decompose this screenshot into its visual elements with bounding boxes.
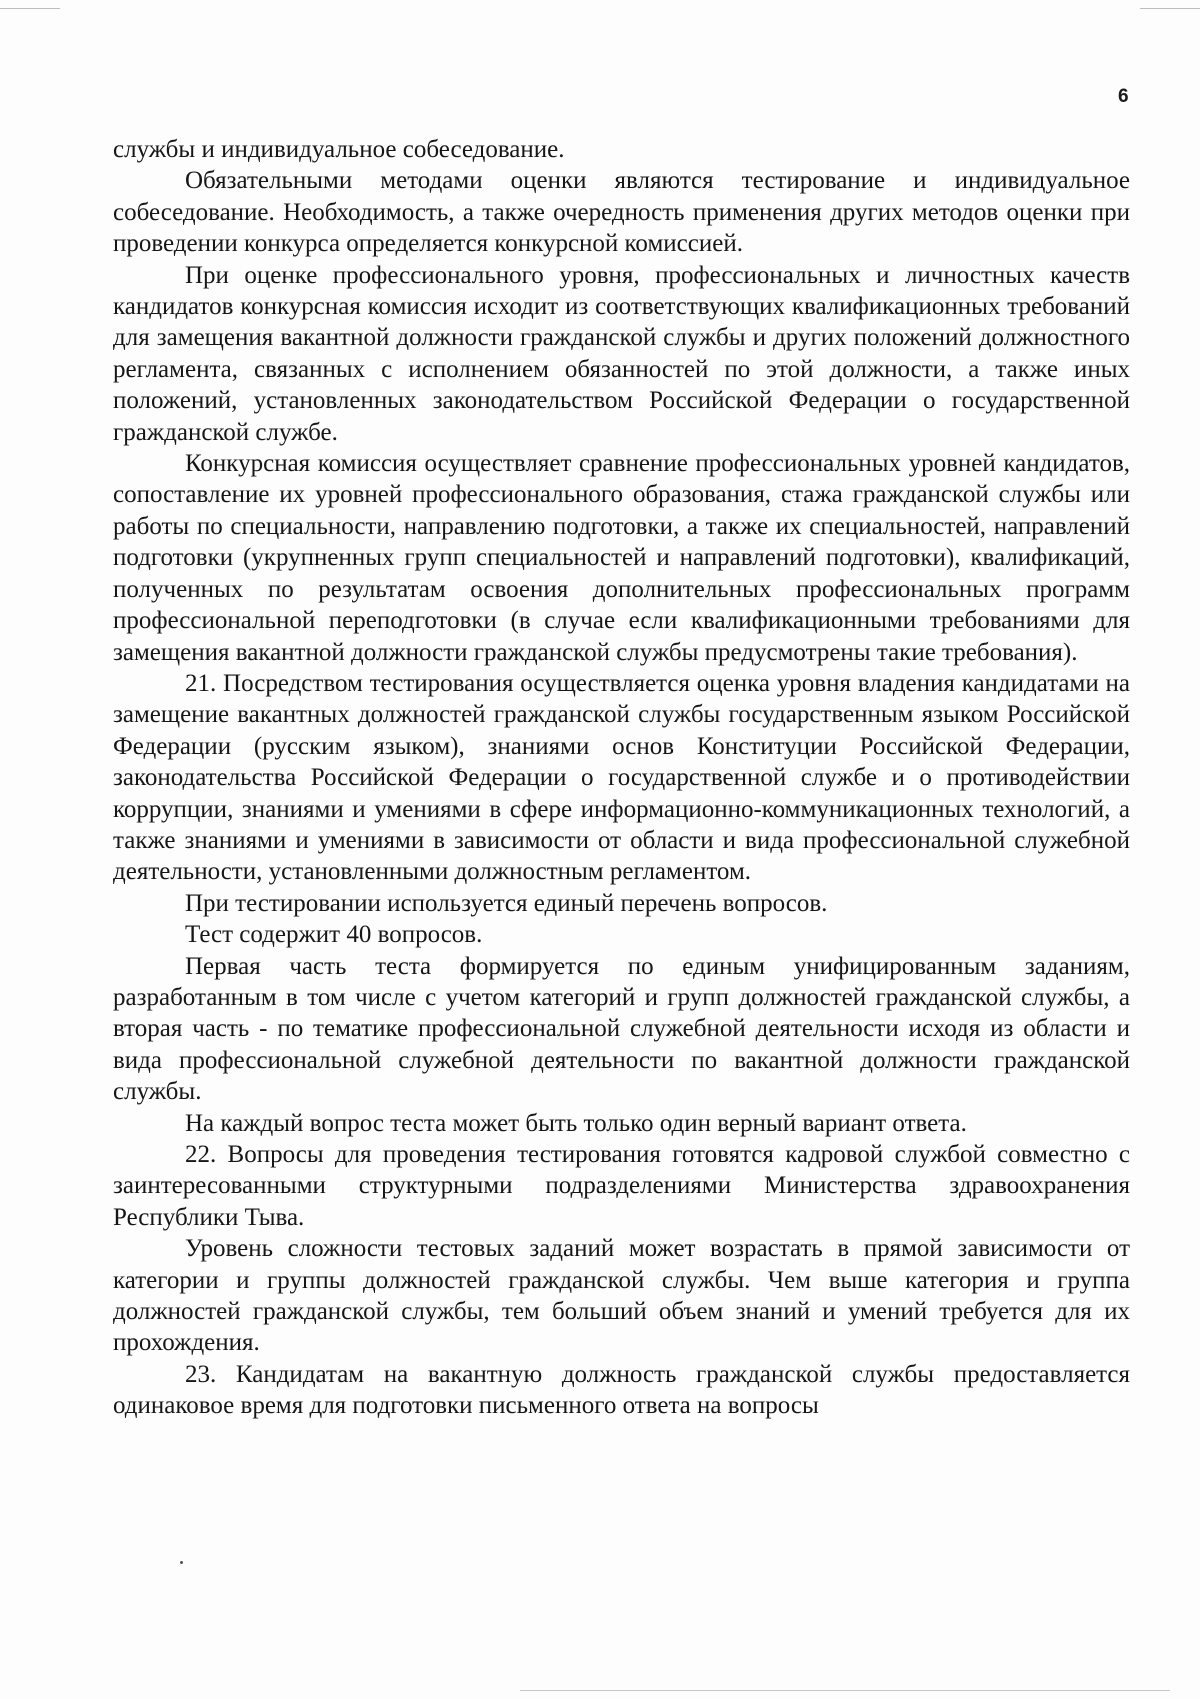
scan-edge-mark [1140, 8, 1200, 9]
paragraph: При оценке профессионального уровня, профессиональных и личностных качеств кандидатов конкурсная комиссия исходит из соответствующих квалификационных требований для замещения вакантной должности гражданской службы и других положений должностного регламента, связанных с исполнением обязанностей по этой должности, а также иных положений, установленных законодательством Российской Федерации о государственной гражданской службе. [113, 261, 1130, 446]
paragraph: На каждый вопрос теста может быть только один верный вариант ответа. [185, 1109, 967, 1137]
paragraph: 23. Кандидатам на вакантную должность гражданской службы предоставляется одинаковое время для подготовки письменного ответа на вопросы [113, 1360, 1130, 1420]
paragraph: Тест содержит 40 вопросов. [185, 921, 483, 949]
paragraph: Конкурсная комиссия осуществляет сравнение профессиональных уровней кандидатов, сопоставление их уровней профессионального образования, стажа гражданской службы или работы по специальности, направлению подготовки, а также их специальностей, направлений подготовки (укрупненных групп специальностей и направлений подготовки), квалификаций, полученных по результатам освоения дополнительных профессиональных программ профессиональной переподготовки (в случае если квалификационными требованиями для замещения вакантной должности гражданской службы предусмотрены такие требования). [113, 450, 1130, 666]
scan-bottom-rule [520, 1690, 1170, 1691]
document-body [113, 134, 1130, 1422]
page-number: 6 [1118, 86, 1129, 107]
scan-edge-mark [0, 8, 60, 9]
paragraph: службы и индивидуальное собеседование. [113, 136, 565, 163]
paragraph: 22. Вопросы для проведения тестирования готовятся кадровой службой совместно с заинтересованными структурными подразделениями Министерства здравоохранения Республики Тыва. [113, 1141, 1130, 1231]
paragraph: Первая часть теста формируется по единым унифицированным заданиям, разработанным в том числе с учетом категорий и групп должностей гражданской службы, а вторая часть - по тематике профессиональной служебной деятельности исходя из области и вида профессиональной служебной деятельности по вакантной должности гражданской службы. [113, 952, 1130, 1106]
paragraph: Уровень сложности тестовых заданий может возрастать в прямой зависимости от категории и группы должностей гражданской службы. Чем выше категория и группа должностей гражданской службы, тем больший объем знаний и умений требуется для их прохождения. [113, 1235, 1130, 1357]
paragraph: При тестировании используется единый перечень вопросов. [185, 889, 828, 917]
paragraph: Обязательными методами оценки являются тестирование и индивидуальное собеседование. Необходимость, а также очередность применения других методов оценки при проведении конкурса определяется конкурсной комиссией. [113, 167, 1130, 258]
paragraph: 21. Посредством тестирования осуществляется оценка уровня владения кандидатами на замещение вакантных должностей гражданской службы государственным языком Российской Федерации (русским языком), знаниями основ Конституции Российской Федерации, законодательства Российской Федерации о государственной службе и о противодействии коррупции, знаниями и умениями в сфере информационно-коммуникационных технологий, а также знаниями и умениями в зависимости от области и вида профессиональной служебной деятельности, установленными должностным регламентом. [113, 669, 1130, 886]
scan-dot-mark [180, 1561, 183, 1564]
